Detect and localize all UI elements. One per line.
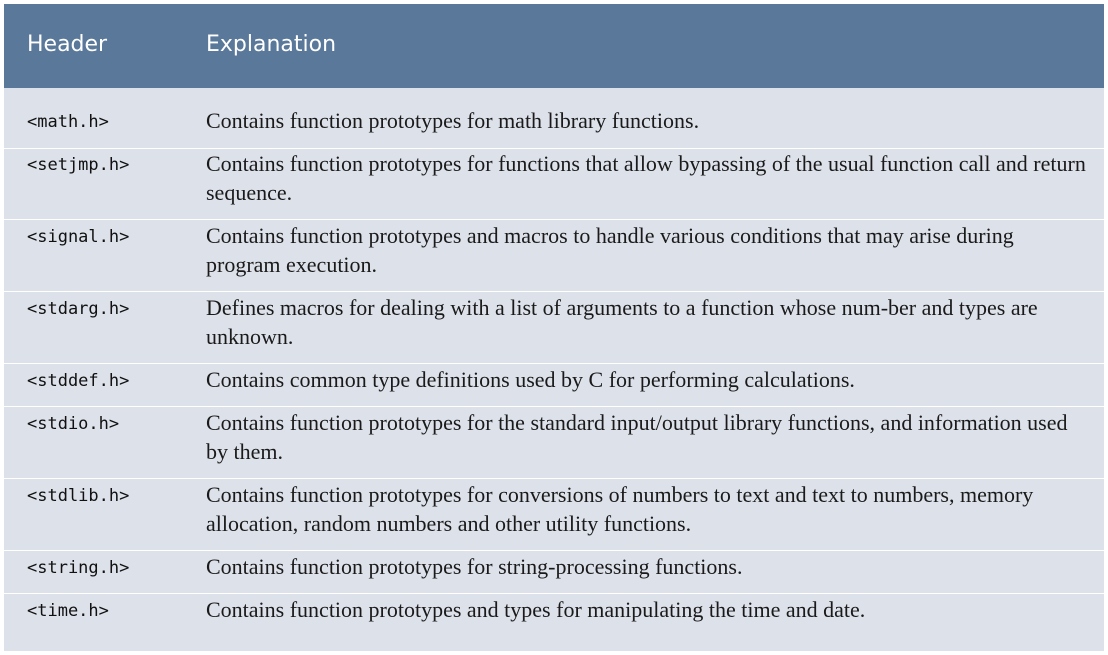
header-file-name: <math.h> [27, 112, 109, 132]
row-divider [4, 291, 1104, 292]
header-file-explanation: Contains function prototypes for the standard input/output library functions, and information used by them. [206, 410, 1068, 464]
header-file-name: <stddef.h> [27, 371, 130, 391]
header-file-explanation: Contains function prototypes for functions that allow bypassing of the usual function call and return sequence. [206, 151, 1086, 205]
header-file-explanation: Contains common type definitions used by C for performing calculations. [206, 367, 855, 392]
column-header-explanation: Explanation [206, 32, 337, 57]
header-file-name: <signal.h> [27, 227, 130, 247]
header-file-explanation: Contains function prototypes for math library functions. [206, 108, 700, 133]
table-header-row [4, 4, 1104, 88]
column-header-header: Header [27, 32, 108, 57]
header-file-name: <setjmp.h> [27, 155, 130, 175]
header-file-explanation: Contains function prototypes and macros to handle various conditions that may arise during program execution. [206, 223, 1014, 277]
row-divider [4, 593, 1104, 594]
header-file-explanation: Defines macros for dealing with a list of arguments to a function whose num-ber and types are unknown. [206, 295, 1038, 349]
header-files-table [4, 4, 1104, 651]
header-file-name: <stdio.h> [27, 414, 120, 434]
row-divider [4, 550, 1104, 551]
header-file-explanation: Contains function prototypes for string-processing functions. [206, 554, 743, 579]
row-divider [4, 219, 1104, 220]
header-file-name: <time.h> [27, 601, 109, 621]
row-divider [4, 478, 1104, 479]
header-file-name: <stdarg.h> [27, 299, 130, 319]
row-divider [4, 363, 1104, 364]
row-divider [4, 406, 1104, 407]
header-file-name: <stdlib.h> [27, 486, 130, 506]
header-file-explanation: Contains function prototypes and types for manipulating the time and date. [206, 597, 866, 622]
header-file-name: <string.h> [27, 558, 130, 578]
header-file-explanation: Contains function prototypes for conversions of numbers to text and text to numbers, memory allocation, random numbers and other utility functions. [206, 482, 1034, 536]
